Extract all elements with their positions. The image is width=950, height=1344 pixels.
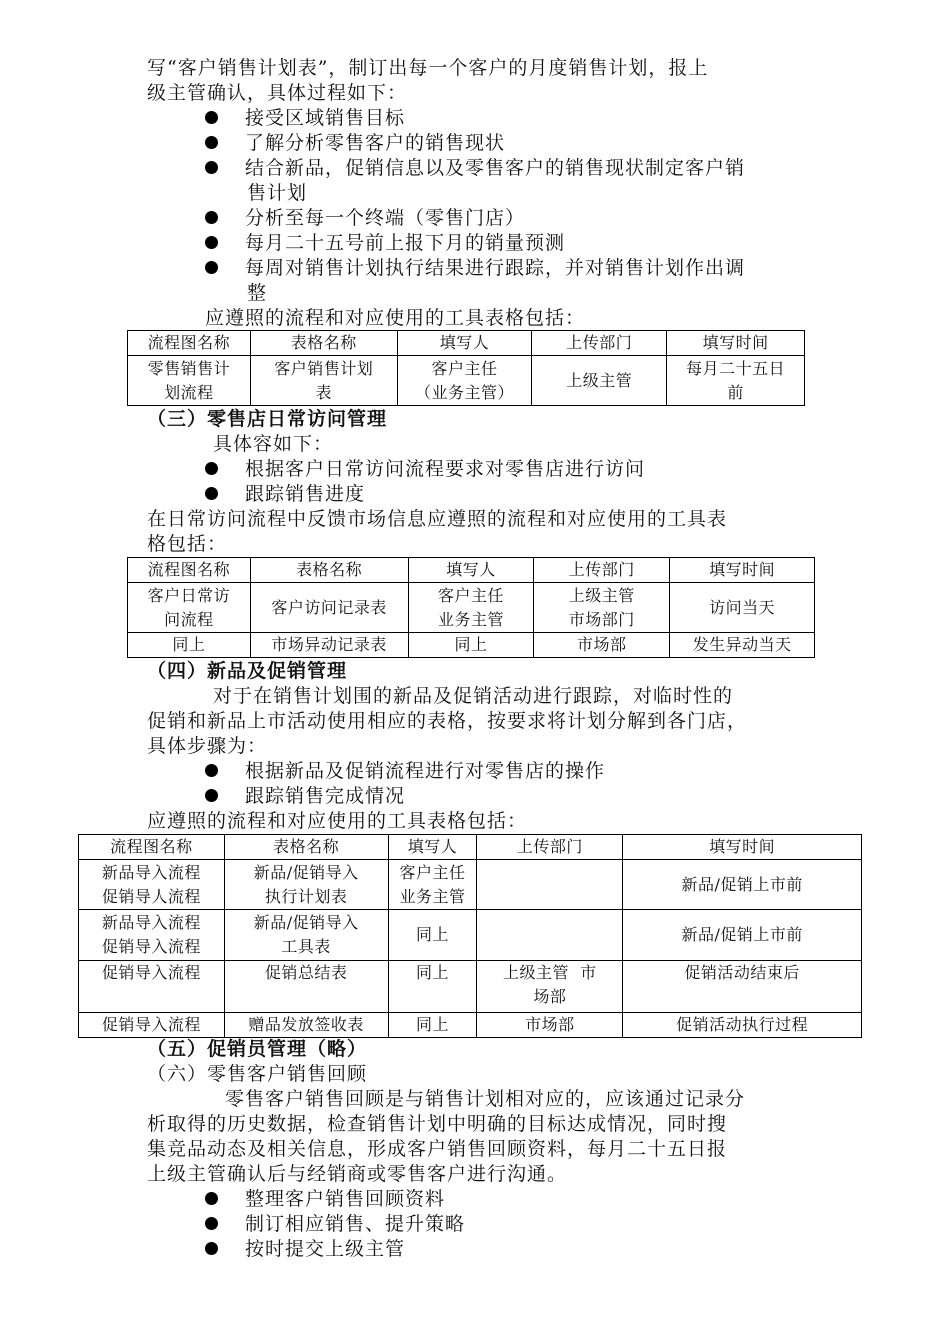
- table-cell: [477, 860, 623, 910]
- section-3-heading: （三）零售店日常访问管理: [147, 408, 388, 430]
- table1-intro: 应遵照的流程和对应使用的工具表格包括：: [205, 307, 586, 329]
- list-item-continuation: 售计划: [247, 182, 308, 204]
- column-header: 表格名称: [250, 558, 408, 583]
- bullet-icon: [205, 111, 218, 124]
- table3-intro: 应遵照的流程和对应使用的工具表格包括：: [147, 810, 528, 832]
- table-cell: 新品/促销上市前: [623, 910, 862, 961]
- bullet-icon: [205, 764, 218, 777]
- column-header: 表格名称: [224, 835, 388, 860]
- column-header: 填写时间: [667, 331, 805, 356]
- bullet-icon: [205, 211, 218, 224]
- column-header: 填写人: [397, 331, 532, 356]
- section-3-lead: 具体容如下：: [213, 433, 334, 455]
- column-header: 流程图名称: [79, 835, 225, 860]
- table-row: [128, 583, 815, 633]
- table-cell: 市场部: [534, 633, 670, 658]
- column-header: 上传部门: [477, 835, 623, 860]
- list-item: 跟踪销售完成情况: [205, 784, 405, 809]
- list-item: 按时提交上级主管: [205, 1237, 405, 1262]
- table2-intro-line-1: 在日常访问流程中反馈市场信息应遵照的流程和对应使用的工具表: [147, 508, 728, 530]
- section-5-heading: （五）促销员管理（略）: [147, 1038, 368, 1060]
- table-cell: 促销活动结束后: [623, 961, 862, 1013]
- column-header: 上传部门: [532, 331, 667, 356]
- table-row: [79, 860, 862, 910]
- bullet-icon: [205, 261, 218, 274]
- table-row: [79, 1013, 862, 1038]
- column-header: 填写人: [388, 835, 477, 860]
- section-6-paragraph-line-1: 零售客户销售回顾是与销售计划相对应的，应该通过记录分: [225, 1088, 746, 1110]
- table-cell: 新品/促销上市前: [623, 860, 862, 910]
- table-cell: 新品/促销导入 工具表: [224, 910, 388, 961]
- list-item: 每周对销售计划执行结果进行跟踪，并对销售计划作出调: [205, 256, 745, 281]
- list-item-continuation: 整: [247, 282, 268, 304]
- table-cell: 上级主管 市 场部: [477, 961, 623, 1013]
- bullet-icon: [205, 789, 218, 802]
- intro-line-1: 写“客户销售计划表”，制订出每一个客户的月度销售计划，报上: [147, 57, 709, 79]
- bullet-icon: [205, 1242, 218, 1255]
- table-cell: 新品/促销导入 执行计划表: [224, 860, 388, 910]
- table-promo-tools: [78, 834, 862, 1038]
- table-cell: 客户日常访 问流程: [128, 583, 251, 633]
- table-cell: 每月二十五日 前: [667, 356, 805, 406]
- table-cell: 促销导入流程: [79, 1013, 225, 1038]
- column-header: 流程图名称: [128, 558, 251, 583]
- column-header: 流程图名称: [128, 331, 251, 356]
- table-row: [128, 356, 805, 406]
- table-cell: 市场部: [477, 1013, 623, 1038]
- table-cell: 发生异动当天: [670, 633, 815, 658]
- section-4-paragraph-line-3: 具体步骤为：: [147, 735, 268, 757]
- list-item: 制订相应销售、提升策略: [205, 1212, 465, 1237]
- section-4-heading: （四）新品及促销管理: [147, 660, 348, 682]
- section-4-paragraph-line-2: 促销和新品上市活动使用相应的表格，按要求将计划分解到各门店，: [147, 710, 748, 732]
- table-cell: 同上: [388, 910, 477, 961]
- table-cell: 新品导入流程 促销导人流程: [79, 860, 225, 910]
- table-cell: 促销活动执行过程: [623, 1013, 862, 1038]
- table-cell: 客户主任 业务主管: [388, 860, 477, 910]
- list-item: 每月二十五号前上报下月的销量预测: [205, 231, 565, 256]
- table-header-row: [128, 331, 805, 356]
- table-header-row: [128, 558, 815, 583]
- table-row: [79, 910, 862, 961]
- intro-line-2: 级主管确认，具体过程如下：: [147, 82, 408, 104]
- table-cell: 上级主管 市场部门: [534, 583, 670, 633]
- section-6-paragraph-line-4: 上级主管确认后与经销商或零售客户进行沟通。: [147, 1163, 568, 1185]
- table-row: [128, 633, 815, 658]
- table-cell: 同上: [388, 1013, 477, 1038]
- column-header: 填写人: [408, 558, 534, 583]
- table-cell: 同上: [128, 633, 251, 658]
- table-cell: 促销总结表: [224, 961, 388, 1013]
- section-4-paragraph-line-1: 对于在销售计划围的新品及促销活动进行跟踪，对临时性的: [213, 685, 734, 707]
- column-header: 上传部门: [534, 558, 670, 583]
- table-cell: 赠品发放签收表: [224, 1013, 388, 1038]
- list-item: 分析至每一个终端（零售门店）: [205, 206, 525, 231]
- table-cell: 促销导入流程: [79, 961, 225, 1013]
- table-cell: 同上: [388, 961, 477, 1013]
- table-cell: 零售销售计 划流程: [128, 356, 251, 406]
- section-6-heading: （六）零售客户销售回顾: [147, 1063, 368, 1085]
- list-item: 结合新品，促销信息以及零售客户的销售现状制定客户销: [205, 156, 745, 181]
- column-header: 填写时间: [670, 558, 815, 583]
- table-cell: 同上: [408, 633, 534, 658]
- section-6-paragraph-line-2: 析取得的历史数据，检查销售计划中明确的目标达成情况，同时搜: [147, 1113, 728, 1135]
- table-header-row: [79, 835, 862, 860]
- list-item: 跟踪销售进度: [205, 482, 365, 507]
- table-cell: 上级主管: [532, 356, 667, 406]
- column-header: 填写时间: [623, 835, 862, 860]
- bullet-icon: [205, 1192, 218, 1205]
- list-item: 接受区域销售目标: [205, 106, 405, 131]
- table-row: [79, 961, 862, 1013]
- table-cell: 客户访问记录表: [250, 583, 408, 633]
- bullet-icon: [205, 1217, 218, 1230]
- table-cell: [477, 910, 623, 961]
- table-visit-tools: [127, 557, 815, 658]
- list-item: 整理客户销售回顾资料: [205, 1187, 445, 1212]
- bullet-icon: [205, 161, 218, 174]
- table-plan-tools: [127, 330, 805, 406]
- table-cell: 客户主任 业务主管: [408, 583, 534, 633]
- list-item: 了解分析零售客户的销售现状: [205, 131, 505, 156]
- section-6-paragraph-line-3: 集竞品动态及相关信息，形成客户销售回顾资料，每月二十五日报: [147, 1138, 728, 1160]
- list-item: 根据客户日常访问流程要求对零售店进行访问: [205, 457, 645, 482]
- table-cell: 新品导入流程 促销导入流程: [79, 910, 225, 961]
- table-cell: 访问当天: [670, 583, 815, 633]
- table2-intro-line-2: 格包括：: [147, 533, 228, 555]
- bullet-icon: [205, 487, 218, 500]
- bullet-icon: [205, 462, 218, 475]
- column-header: 表格名称: [250, 331, 397, 356]
- table-cell: 客户主任 （业务主管）: [397, 356, 532, 406]
- table-cell: 市场异动记录表: [250, 633, 408, 658]
- bullet-icon: [205, 236, 218, 249]
- table-cell: 客户销售计划 表: [250, 356, 397, 406]
- list-item: 根据新品及促销流程进行对零售店的操作: [205, 759, 605, 784]
- bullet-icon: [205, 136, 218, 149]
